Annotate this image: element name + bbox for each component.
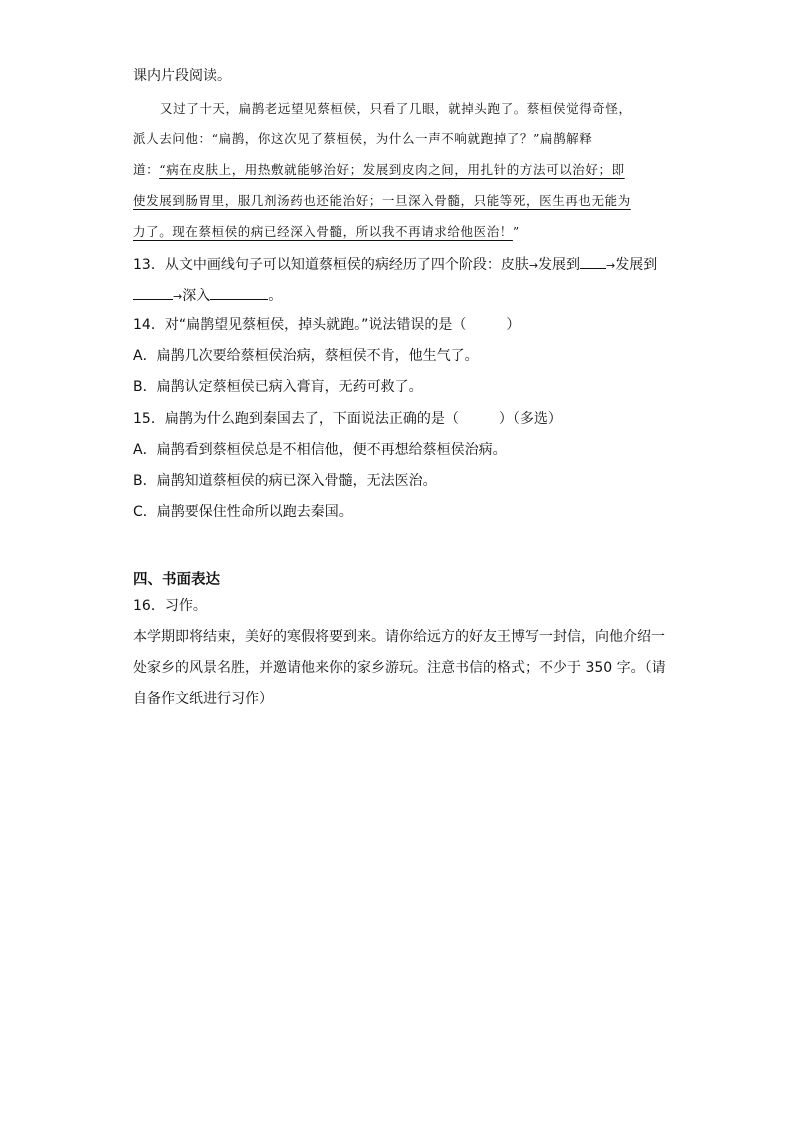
q15-option-b: B．扁鹊知道蔡桓侯的病已深入骨髓，无法医治。 <box>133 473 437 489</box>
passage-line-2: 派人去问他：“扁鹊，你这次见了蔡桓侯，为什么一声不响就跑掉了？”扁鹊解释 <box>133 131 593 146</box>
q13-blank-3[interactable] <box>210 285 268 300</box>
passage-line-3 <box>133 160 625 180</box>
question-14-stem <box>133 315 520 335</box>
arrow-icon: → <box>606 259 616 272</box>
q15-stem-a: 15．扁鹊为什么跑到秦国去了，下面说法正确的是（ <box>133 411 459 427</box>
question-13-line-1 <box>133 254 657 276</box>
q14-stem-a: 14．对“扁鹊望见蔡桓侯，掉头就跑。”说法错误的是（ <box>133 317 467 333</box>
section-intro: 课内片段阅读。 <box>133 68 231 84</box>
q15-stem-b: ）（多选） <box>498 411 562 427</box>
q15-option-a: A．扁鹊看到蔡桓侯总是不相信他，便不再想给蔡桓侯治病。 <box>133 442 507 458</box>
underlined-sentence-3: 力了。现在蔡桓侯的病已经深入骨髓，所以我不再请求给他医治！ <box>133 224 513 239</box>
passage-line-1: 又过了十天，扁鹊老远望见蔡桓侯，只看了几眼，就掉头跑了。蔡桓侯觉得奇怪， <box>160 101 632 116</box>
passage-line-4 <box>133 191 631 211</box>
q13-text-d: 深入 <box>182 288 211 304</box>
q16-prompt-line-1: 本学期即将结束，美好的寒假将要到来。请你给远方的好友王博写一封信，向他介绍一 <box>133 629 665 645</box>
underlined-sentence-2: 使发展到肠胃里，服几剂汤药也还能治好；一旦深入骨髓，只能等死，医生再也无能为 <box>133 193 631 208</box>
q13-blank-1[interactable] <box>580 254 606 269</box>
q13-text-c: 发展到 <box>615 257 658 273</box>
question-13-line-2 <box>133 285 282 307</box>
passage-line-5-end: ” <box>512 224 520 239</box>
q16-prompt-line-3: 自备作文纸进行习作） <box>133 691 273 707</box>
question-16-title: 16．习作。 <box>133 598 207 614</box>
q16-prompt-line-2: 处家乡的风景名胜，并邀请他来你的家乡游玩。注意书信的格式；不少于 350 字。（请 <box>133 660 666 676</box>
question-15-stem <box>133 409 562 429</box>
q14-stem-b: ） <box>506 317 521 333</box>
arrow-icon: → <box>528 259 539 272</box>
section-4-title: 四、书面表达 <box>133 572 220 588</box>
arrow-icon: → <box>173 290 183 303</box>
q13-text-b: 发展到 <box>538 257 581 273</box>
q13-blank-2[interactable] <box>133 285 173 300</box>
q15-option-c: C．扁鹊要保住性命所以跑去秦国。 <box>133 504 353 520</box>
q13-text-a: 13．从文中画线句子可以知道蔡桓侯的病经历了四个阶段：皮肤 <box>133 257 529 273</box>
q14-option-a: A．扁鹊几次要给蔡桓侯治病，蔡桓侯不肯，他生气了。 <box>133 348 479 364</box>
q14-option-b: B．扁鹊认定蔡桓侯已病入膏肓，无药可救了。 <box>133 379 423 395</box>
q13-text-e: 。 <box>268 288 283 304</box>
underlined-sentence-1: “病在皮肤上，用热敷就能够治好；发展到皮肉之间，用扎针的方法可以治好；即 <box>159 162 625 177</box>
passage-line-3-prefix: 道： <box>133 162 160 177</box>
passage-line-5 <box>133 222 520 242</box>
